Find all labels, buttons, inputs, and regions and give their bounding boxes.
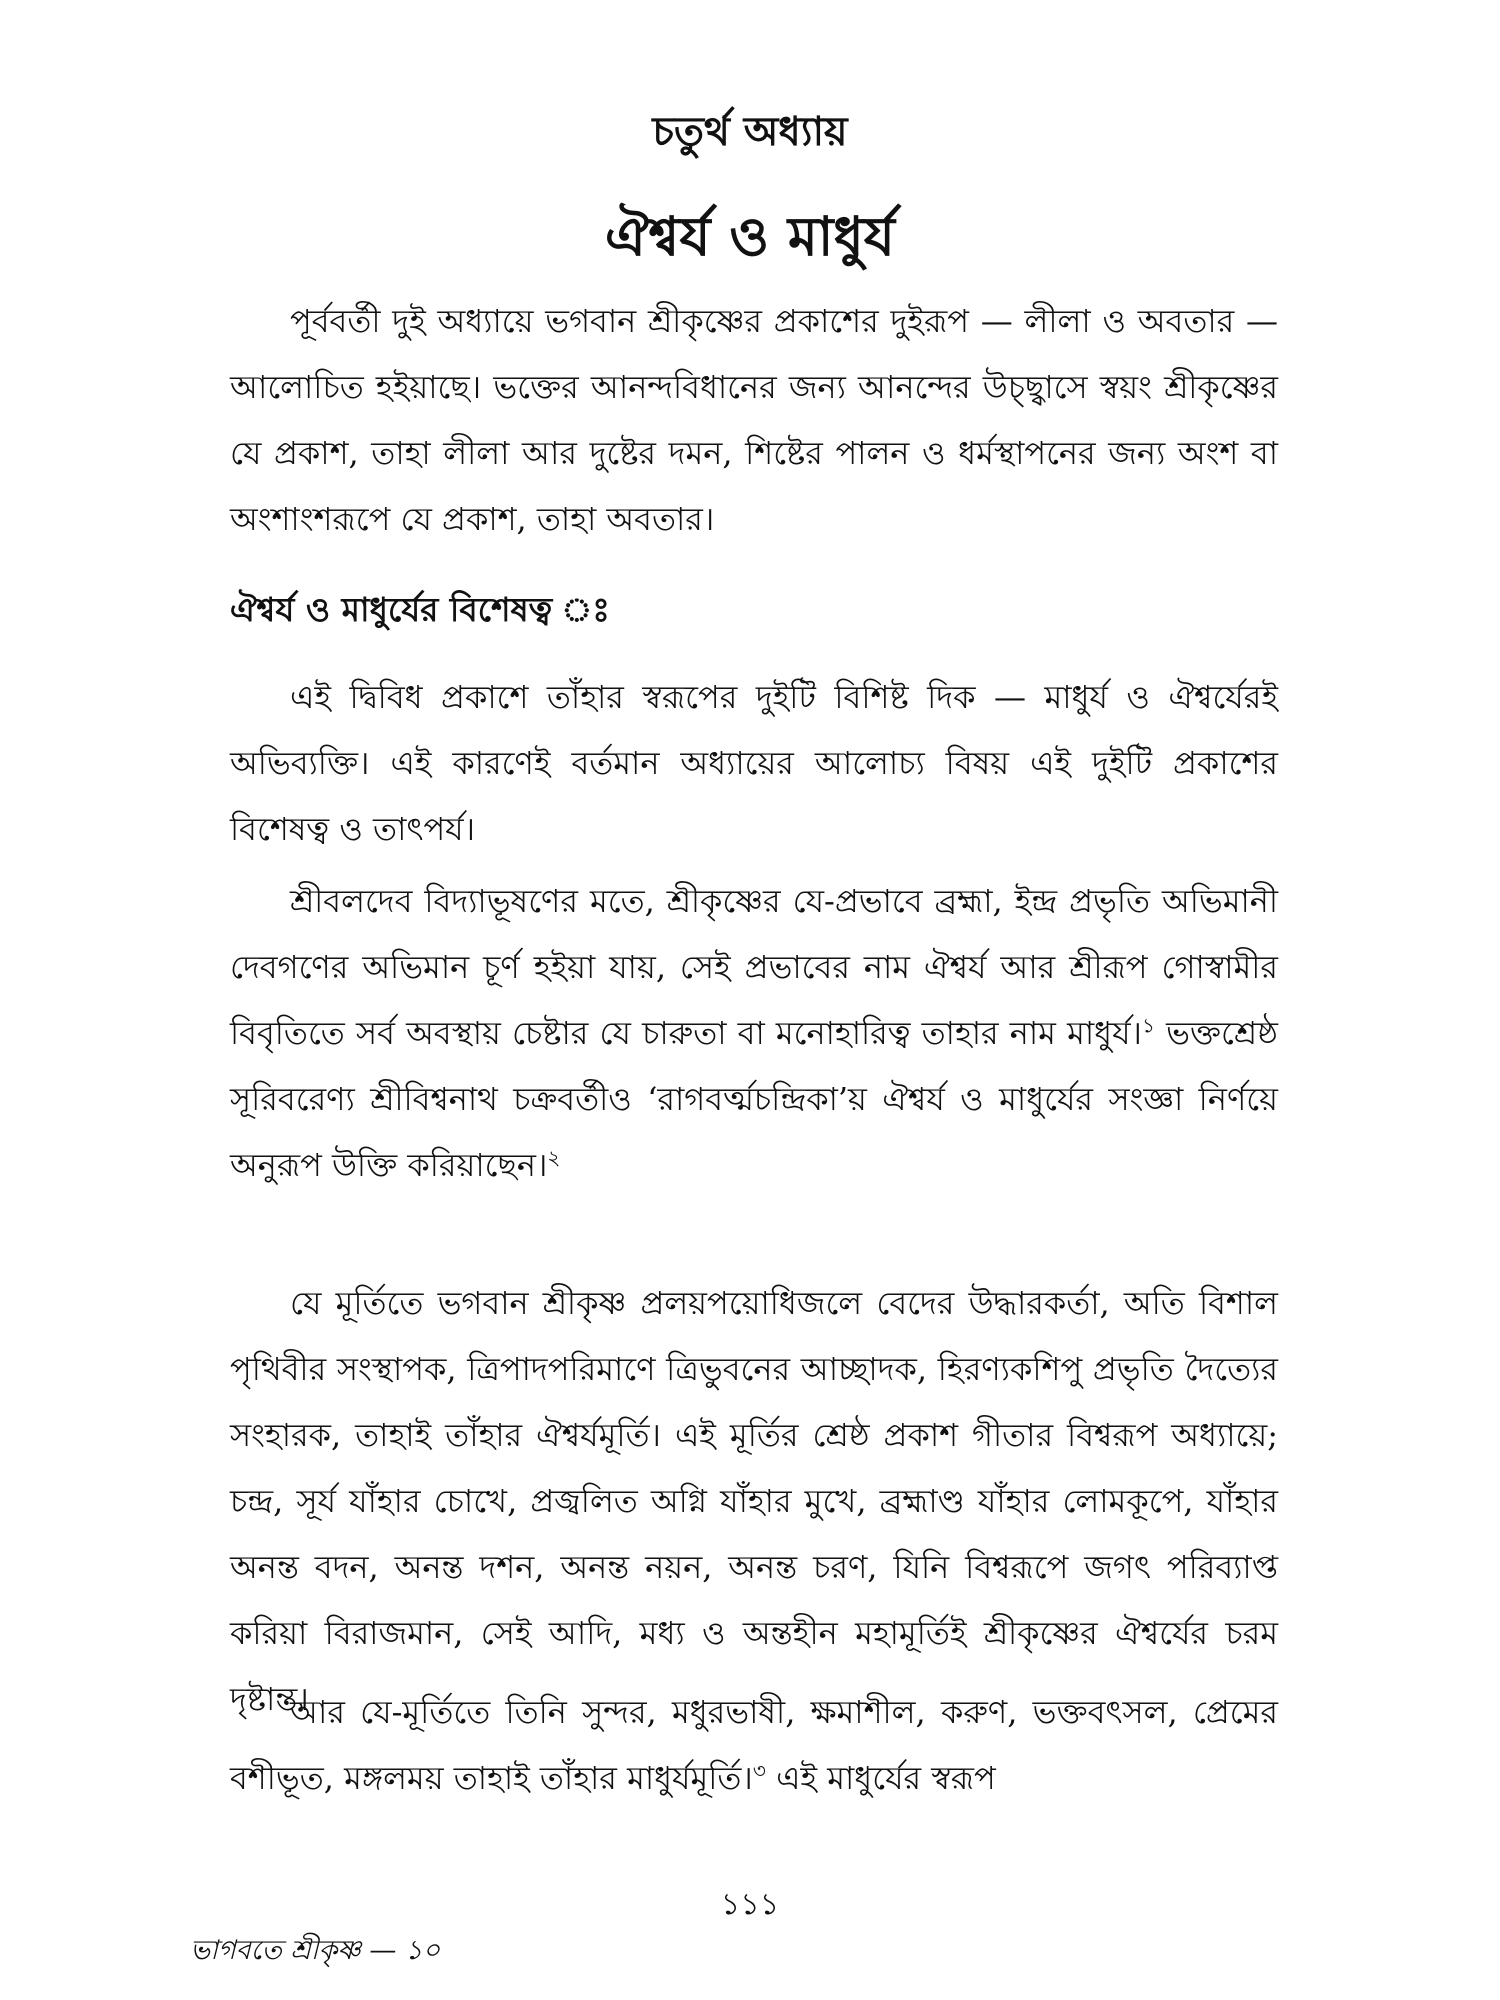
- page-footer: ভাগবতে শ্রীকৃষ্ণ — ১০: [190, 1935, 441, 1966]
- paragraph: [230, 868, 1278, 1198]
- footnote-marker: ২: [547, 1145, 561, 1170]
- chapter-number: চতুর্থ অধ্যায়: [652, 108, 848, 155]
- page-number: ১১১: [720, 1887, 780, 1922]
- footnote-marker: ৩: [752, 1758, 766, 1783]
- footnote-marker: ১: [1141, 1013, 1155, 1038]
- chapter-title: ঐশ্বর্য ও মাধুর্য: [605, 204, 895, 268]
- paragraph: পূর্ববর্তী দুই অধ্যায়ে ভগবান শ্রীকৃষ্ণের প্রকাশের দুইরূপ — লীলা ও অবতার — আলোচিত হইয়াছে। ভক্তের আনন্দবিধানের জন্য আনন্দের উচ্ছ্বাসে স্বয়ং শ্রীকৃষ্ণের যে প্রকাশ, তাহা লীলা আর দুষ্টের দমন, শিষ্টের পালন ও ধর্মস্থাপনের জন্য অংশ বা অংশাংশরূপে যে প্রকাশ, তাহা অবতার।: [230, 302, 1278, 538]
- section-heading: ঐশ্বর্য ও মাধুর্যের বিশেষত্ব ঃ: [230, 590, 610, 629]
- paragraph: যে মূর্তিতে ভগবান শ্রীকৃষ্ণ প্রলয়পয়োধিজলে বেদের উদ্ধারকর্তা, অতি বিশাল পৃথিবীর সংস্থাপক, ত্রিপাদপরিমাণে ত্রিভুবনের আচ্ছাদক, হিরণ্যকশিপু প্রভৃতি দৈত্যের সংহারক, তাহাই তাঁহার ঐশ্বর্যমূর্তি। এই মূর্তির শ্রেষ্ঠ প্রকাশ গীতার বিশ্বরূপ অধ্যায়ে; চন্দ্র, সূর্য যাঁহার চোখে, প্রজ্বলিত অগ্নি যাঁহার মুখে, ব্রহ্মাণ্ড যাঁহার লোমকূপে, যাঁহার অনন্ত বদন, অনন্ত দশন, অনন্ত নয়ন, অনন্ত চরণ, যিনি বিশ্বরূপে জগৎ পরিব্যাপ্ত করিয়া বিরাজমান, সেই আদি, মধ্য ও অন্তহীন মহামূর্তিই শ্রীকৃষ্ণের ঐশ্বর্যের চরম দৃষ্টান্ত।: [230, 1284, 1278, 1718]
- paragraph-text: শ্রীবলদেব বিদ্যাভূষণের মতে, শ্রীকৃষ্ণের যে-প্রভাবে ব্রহ্মা, ইন্দ্র প্রভৃতি অভিমানী দেবগণের অভিমান চূর্ণ হইয়া যায়, সেই প্রভাবের নাম ঐশ্বর্য আর শ্রীরূপ গোস্বামীর বিবৃতিতে সর্ব অবস্থায় চেষ্টার যে চারুতা বা মনোহারিত্ব তাহার নাম মাধুর্য।: [230, 882, 1278, 1052]
- paragraph-text: ভক্তশ্রেষ্ঠ সূরিবরেণ্য শ্রীবিশ্বনাথ চক্রবর্তীও ‘রাগবর্ত্মচন্দ্রিকা’য় ঐশ্বর্য ও মাধুর্যের সংজ্ঞা নির্ণয়ে অনুরূপ উক্তি করিয়াছেন।: [230, 1014, 1278, 1184]
- paragraph: [230, 1679, 1278, 1811]
- paragraph: এই দ্বিবিধ প্রকাশে তাঁহার স্বরূপের দুইটি বিশিষ্ট দিক — মাধুর্য ও ঐশ্বর্যেরই অভিব্যক্তি। এই কারণেই বর্তমান অধ্যায়ের আলোচ্য বিষয় এই দুইটি প্রকাশের বিশেষত্ব ও তাৎপর্য।: [230, 678, 1278, 848]
- paragraph-text: এই মাধুর্যের স্বরূপ: [765, 1759, 996, 1797]
- paragraph-text: আর যে-মূর্তিতে তিনি সুন্দর, মধুরভাষী, ক্ষমাশীল, করুণ, ভক্তবৎসল, প্রেমের বশীভূত, মঙ্গলময় তাহাই তাঁহার মাধুর্যমূর্তি।: [230, 1693, 1278, 1797]
